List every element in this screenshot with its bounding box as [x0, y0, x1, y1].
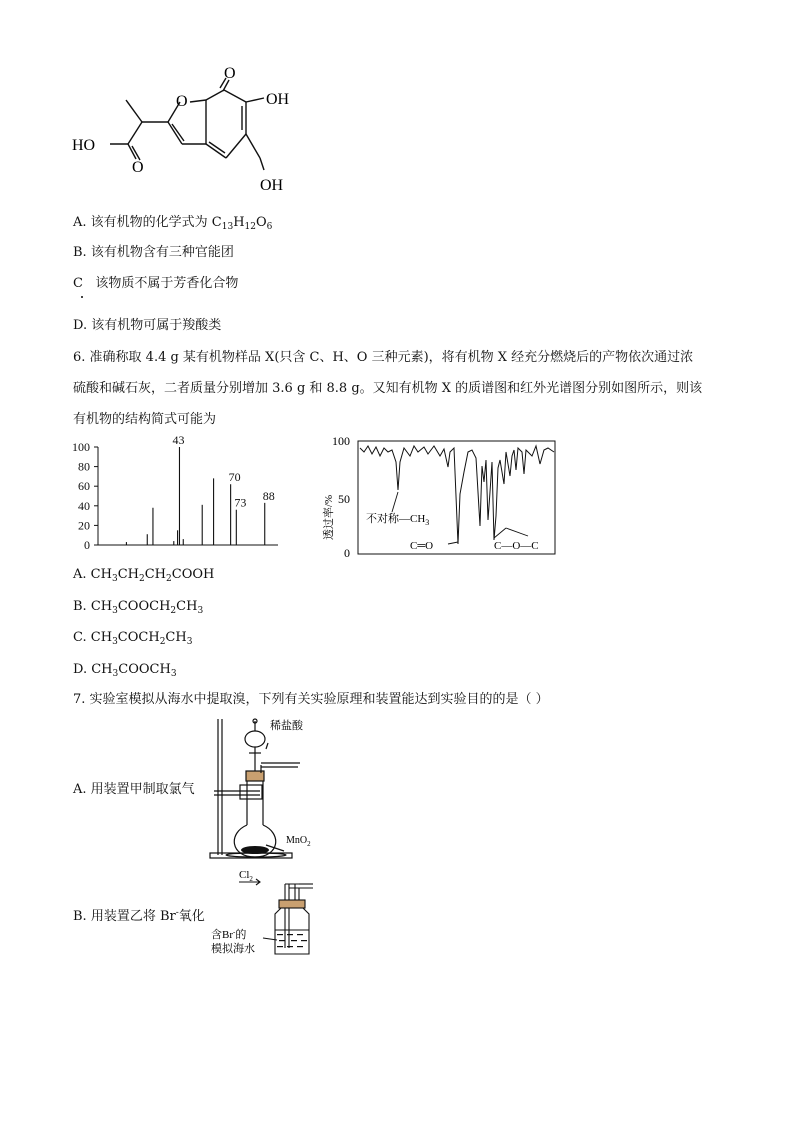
acid-hydroxyl: HO	[72, 137, 96, 154]
ir-transmittance-curve	[360, 446, 554, 544]
hydroxyl-top: OH	[266, 91, 290, 108]
mass-spectrum-chart	[60, 435, 285, 555]
hydroxyl-bottom: OH	[260, 177, 284, 194]
ms-ytick-label: 20	[78, 518, 90, 533]
isocoumarin-structure	[60, 62, 320, 202]
q6-stem-line2: 硫酸和碱石灰，二者质量分别增加 3.6 g 和 8.8 g。又知有机物 X 的质谱图和红外光谱图分别如图所示，则该	[73, 381, 703, 396]
apparatus-b-gas-washing-bottle	[205, 868, 325, 960]
ms-ytick-label: 0	[84, 538, 90, 552]
q6-option-d: D. $CH_3COOCH_3$	[73, 662, 177, 679]
q7-stem: 7. 实验室模拟从海水中提取溴，下列有关实验原理和装置能达到实验目的的是（ ）	[73, 692, 549, 707]
q5-option-b: B. 该有机物含有三种官能团	[73, 245, 234, 260]
ir-ytick-0: 0	[344, 546, 350, 560]
ms-peak-label: 73	[234, 495, 247, 510]
carbonyl-oxygen: O	[224, 65, 236, 82]
mno2-solid	[241, 846, 269, 854]
acid-oxygen: O	[132, 159, 144, 176]
label-br-containing: 含Br-的	[211, 928, 247, 941]
ms-peak-label: 88	[262, 488, 275, 503]
q5-option-a: A. 该有机物的化学式为 $C_{13}H_{12}O_6$	[73, 215, 273, 232]
q7-option-a: A. 用装置甲制取氯气	[73, 782, 195, 797]
ir-ytick-50: 50	[338, 492, 350, 506]
ir-annot-co: C═O	[410, 540, 434, 552]
ms-ytick-label: 40	[78, 498, 90, 513]
label-simulated-seawater: 模拟海水	[211, 943, 255, 955]
q7-option-b: B. 用装置乙将 Br-氧化	[73, 908, 205, 924]
q6-option-b: B. $CH_3COOCH_2CH_3$	[73, 599, 204, 616]
q6-stem-line3: 有机物的结构简式可能为	[73, 412, 217, 427]
ir-spectrum-chart	[318, 432, 563, 562]
q6-option-c: C. $CH_3COCH_2CH_3$	[73, 630, 193, 647]
q5-option-d: D. 该有机物可属于羧酸类	[73, 318, 222, 333]
label-mno2: MnO$_2$	[286, 835, 311, 848]
label-cl2: $Cl_2$	[239, 869, 253, 883]
ir-ylabel: 透过率/%	[323, 494, 335, 540]
q6-option-a: A. $CH_3CH_2CH_2COOH$	[73, 567, 215, 584]
ms-ytick-label: 80	[78, 459, 90, 474]
q5-option-c: C 该物质不属于芳香化合物	[73, 276, 239, 291]
ir-ytick-100: 100	[332, 434, 350, 448]
ir-annot-ch3: 不对称$—CH_3$	[366, 513, 430, 527]
label-dilute-hcl: 稀盐酸	[270, 720, 303, 732]
ir-annot-coc: C—O—C	[494, 540, 539, 552]
ms-peak-label: 70	[228, 470, 241, 485]
stray-dot	[81, 296, 83, 298]
ms-ytick-label: 60	[78, 479, 90, 494]
ms-ytick-label: 100	[72, 440, 90, 454]
ring-oxygen: O	[176, 93, 188, 110]
ms-peak-label: 43	[172, 435, 185, 447]
apparatus-a-chlorine-generator	[200, 715, 340, 865]
q6-stem-line1: 6. 准确称取 4.4 g 某有机物样品 X(只含 C、H、O 三种元素)，将有机物 X 经充分燃烧后的产物依次通过浓	[73, 350, 694, 365]
